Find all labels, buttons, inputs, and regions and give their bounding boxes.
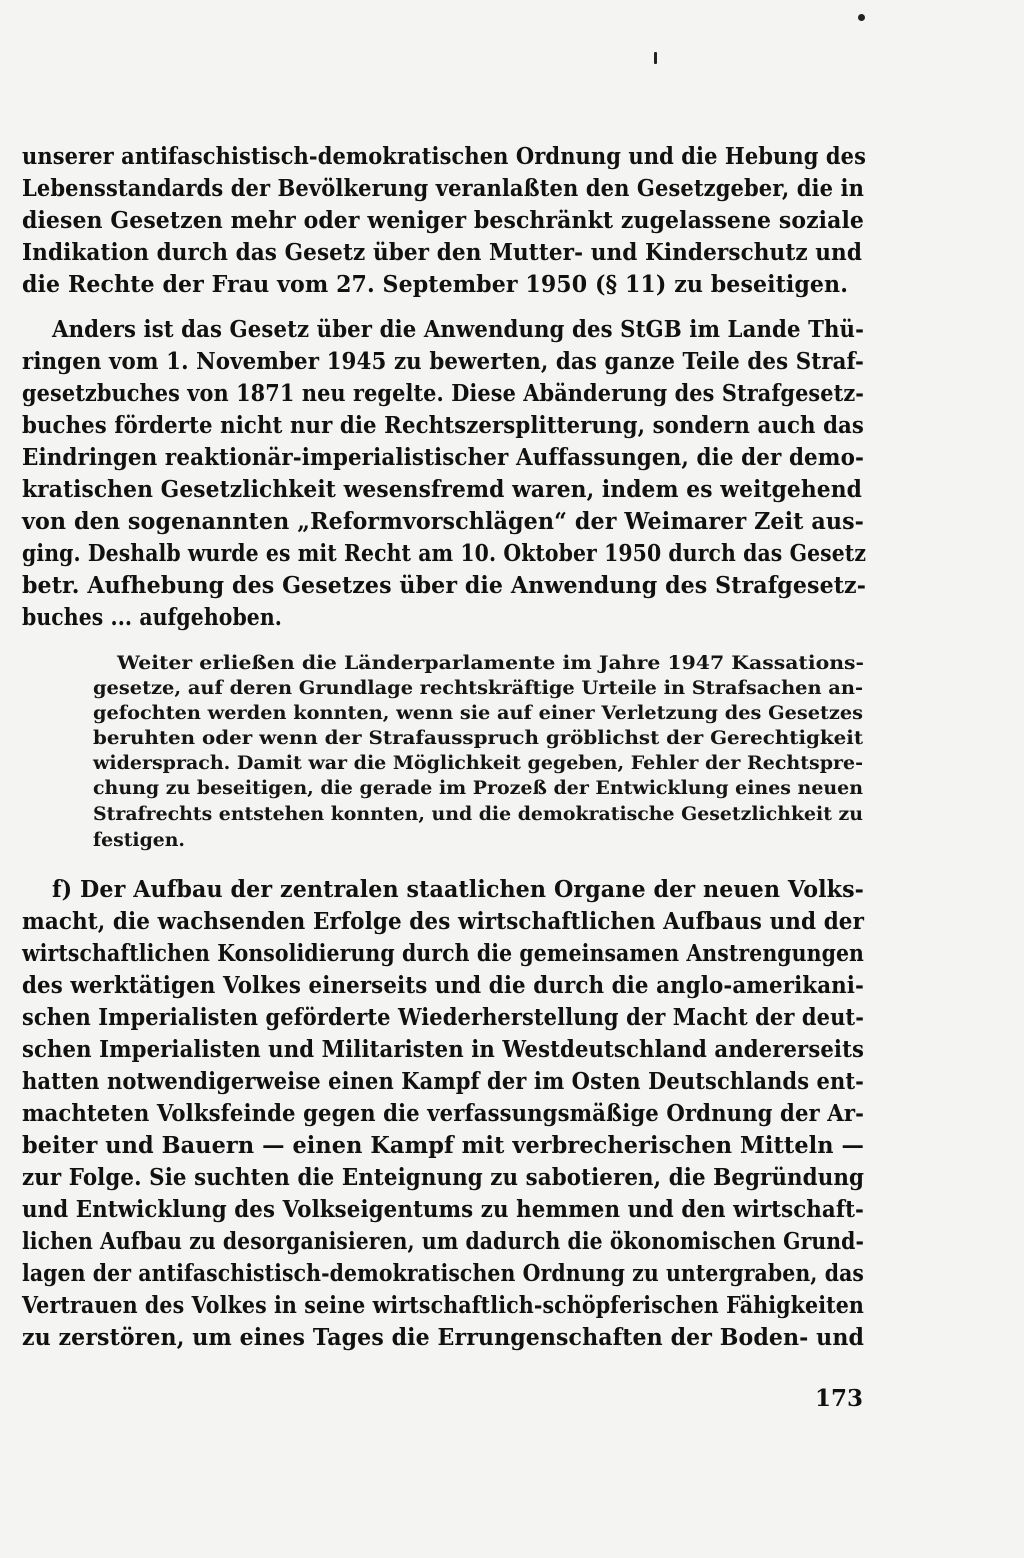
- scan-speck-top: [654, 52, 657, 64]
- text-line: diesen Gesetzen mehr oder weniger beschränkt zugelassene soziale: [22, 206, 864, 234]
- text-line: von den sogenannten „Reformvorschlägen“ der Weimarer Zeit aus-: [22, 507, 864, 535]
- text-line: schen Imperialisten geförderte Wiederherstellung der Macht der deut-: [22, 1003, 864, 1031]
- text-line: chung zu beseitigen, die gerade im Prozeß der Entwicklung eines neuen: [93, 778, 863, 799]
- text-line: Eindringen reaktionär-imperialistischer Auffassungen, die der demo-: [22, 443, 864, 471]
- text-line: unserer antifaschistisch-demokratischen Ordnung und die Hebung des: [22, 142, 866, 170]
- text-line: gefochten werden konnten, wenn sie auf einer Verletzung des Gesetzes: [93, 703, 863, 724]
- text-line: ringen vom 1. November 1945 zu bewerten, das ganze Teile des Straf-: [22, 347, 864, 375]
- text-line: zur Folge. Sie suchten die Enteignung zu sabotieren, die Begründung: [22, 1163, 864, 1191]
- scan-speck-top-right: [858, 14, 865, 21]
- text-line: hatten notwendigerweise einen Kampf der im Osten Deutschlands ent-: [22, 1067, 864, 1095]
- text-line: kratischen Gesetzlichkeit wesensfremd waren, indem es weitgehend: [22, 475, 862, 503]
- text-line: gesetzbuches von 1871 neu regelte. Diese Abänderung des Strafgesetz-: [22, 379, 864, 407]
- text-line: lichen Aufbau zu desorganisieren, um dadurch die ökonomischen Grund-: [22, 1227, 864, 1255]
- text-line: Strafrechts entstehen konnten, und die demokratische Gesetzlichkeit zu: [93, 804, 864, 825]
- text-line: ging. Deshalb wurde es mit Recht am 10. Oktober 1950 durch das Gesetz: [22, 539, 866, 567]
- text-line: beiter und Bauern — einen Kampf mit verbrecherischen Mitteln —: [22, 1131, 864, 1159]
- text-line: gesetze, auf deren Grundlage rechtskräftige Urteile in Strafsachen an-: [93, 678, 863, 699]
- text-line: zu zerstören, um eines Tages die Errungenschaften der Boden- und: [22, 1323, 864, 1351]
- text-line: wirtschaftlichen Konsolidierung durch die gemeinsamen Anstrengungen: [22, 939, 864, 967]
- text-line: macht, die wachsenden Erfolge des wirtschaftlichen Aufbaus und der: [22, 907, 864, 935]
- text-line: widersprach. Damit war die Möglichkeit gegeben, Fehler der Rechtspre-: [93, 753, 863, 774]
- text-line: die Rechte der Frau vom 27. September 1950 (§ 11) zu beseitigen.: [22, 270, 848, 298]
- page-number: 173: [814, 1385, 863, 1412]
- text-line: Weiter erließen die Länderparlamente im Jahre 1947 Kassations-: [117, 653, 864, 674]
- text-line: betr. Aufhebung des Gesetzes über die Anwendung des Strafgesetz-: [22, 571, 866, 599]
- text-line: Indikation durch das Gesetz über den Mutter- und Kinderschutz und: [22, 238, 862, 266]
- text-line: buches förderte nicht nur die Rechtszersplitterung, sondern auch das: [22, 411, 864, 439]
- text-line: des werktätigen Volkes einerseits und die durch die anglo-amerikani-: [22, 971, 864, 999]
- text-line: Anders ist das Gesetz über die Anwendung des StGB im Lande Thü-: [52, 315, 864, 343]
- text-line: buches ... aufgehoben.: [22, 603, 282, 631]
- text-line: beruhten oder wenn der Strafausspruch gröblichst der Gerechtigkeit: [93, 728, 864, 749]
- text-line: Vertrauen des Volkes in seine wirtschaftlich-schöpferischen Fähigkeiten: [22, 1291, 864, 1319]
- text-line: festigen.: [93, 830, 185, 851]
- text-line: machteten Volksfeinde gegen die verfassungsmäßige Ordnung der Ar-: [22, 1099, 864, 1127]
- text-line: Lebensstandards der Bevölkerung veranlaßten den Gesetzgeber, die in: [22, 174, 864, 202]
- text-line: und Entwicklung des Volkseigentums zu hemmen und den wirtschaft-: [22, 1195, 864, 1223]
- text-line: schen Imperialisten und Militaristen in Westdeutschland andererseits: [22, 1035, 864, 1063]
- text-line: f) Der Aufbau der zentralen staatlichen Organe der neuen Volks-: [52, 875, 864, 903]
- text-line: lagen der antifaschistisch-demokratischen Ordnung zu untergraben, das: [22, 1259, 864, 1287]
